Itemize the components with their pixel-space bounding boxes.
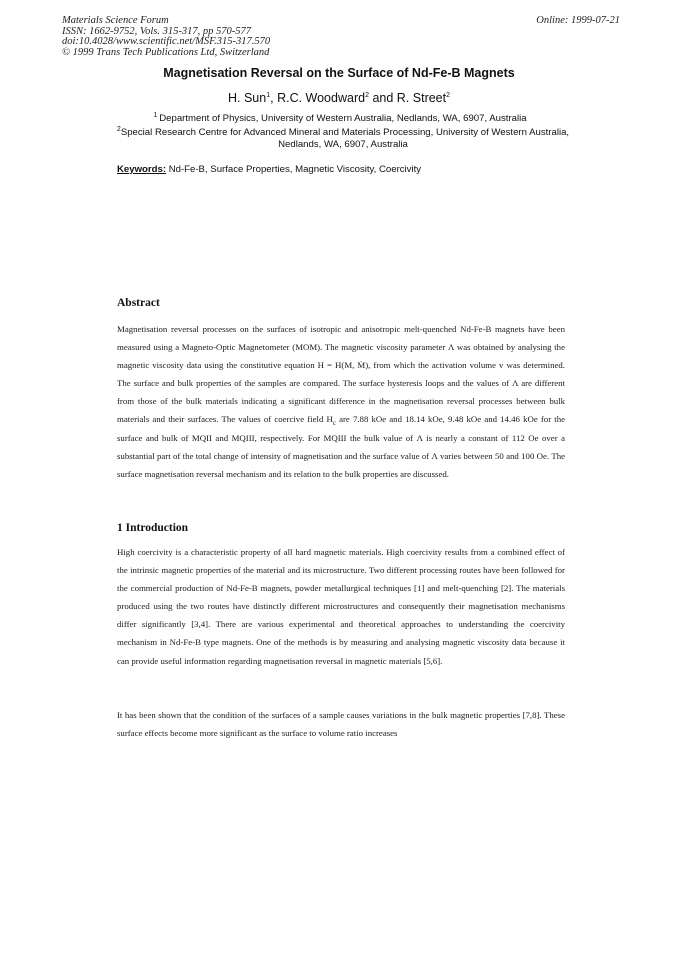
author-name: R. Street [396,91,447,105]
author-affiliation-mark: 2 [365,91,369,99]
doi-line: doi:10.4028/www.scientific.net/MSF.315-317.570 [62,36,271,48]
introduction-paragraph-2: It has been shown that the condition of the surfaces of a sample causes variations in the bulk magnetic properties [7,8]. These surface effects become more significant as the surface to volume ratio increases [117,710,565,739]
author-name: R.C. Woodward [277,91,366,105]
keywords-label: Keywords: [117,164,167,175]
affiliation-2 [108,127,578,151]
affiliation-mark: 1 [153,111,158,119]
online-date: Online: 1999-07-21 [536,15,620,26]
abstract-text: Magnetisation reversal processes on the surfaces of isotropic and anisotropic melt-quenched Nd-Fe-B magnets have been measured using a Magneto-Optic Magnetometer (MOM). The magnetic viscosity parameter Λ was obtained by analysing the magnetic viscosity data using the constitutive equation H = H(M, Ṁ), from which the activation volume v was determined. The surface and bulk properties of the samples are compared. The surface hysteresis loops and the values of Λ are different from those of the bulk materials indicating a significant difference in the magnetisation reversal processes between bulk materials and their surfaces. The values of coercive field $H_c$ are 7.88 kOe and 18.14 kOe, 9.48 kOe and 14.46 kOe for the surface and bulk of MQII and MQIII, respectively. For MQIII the bulk value of Λ is nearly a constant of 112 Oe over a substantial part of the total change of intensity of magnetisation and the surface value of Λ varies between 50 and 100 Oe. The surface magnetisation reversal mechanism and its relation to the bulk properties are discussed. [117,324,565,479]
paper-title: Magnetisation Reversal on the Surface of Nd-Fe-B Magnets [163,66,515,80]
abstract-heading: Abstract [117,297,160,309]
affiliation-text: Special Research Centre for Advanced Mineral and Materials Processing, University of Western Australia, Nedlands, WA, 6907, Australia [120,127,570,150]
affiliation-mark: 2 [116,125,121,133]
introduction-heading: 1 Introduction [117,522,189,534]
author-list: H. Sun$^1$, R.C. Woodward$^2$ and R. Street$^2$ [227,91,451,105]
affiliation-1 [60,113,620,125]
keywords-text: Nd-Fe-B, Surface Properties, Magnetic Viscosity, Coercivity [166,164,422,175]
author-conjunction: and [368,91,397,105]
affiliation-text: Department of Physics, University of Western Australia, Nedlands, WA, 6907, Australia [159,113,527,124]
copyright-line: © 1999 Trans Tech Publications Ltd, Switzerland [62,46,270,58]
author-affiliation-mark: 1 [266,91,271,99]
author-affiliation-mark: 2 [446,91,451,99]
issn-line: ISSN: 1662-9752, Vols. 315-317, pp 570-577 [62,25,251,37]
author-name: H. Sun [227,91,267,105]
introduction-paragraph-1: High coercivity is a characteristic property of all hard magnetic materials. High coercivity results from a combined effect of the intrinsic magnetic properties of the material and its microstructure. Two different processing routes have been followed for the commercial production of Nd-Fe-B magnets, powder metallurgical techniques [1] and melt-quenching [2]. The materials produced using the two routes have distinctly different microstructures and consequently their magnetisation mechanisms differ significantly [3,4]. There are various experimental and theoretical approaches to understanding the coercivity mechanism in Nd-Fe-B type magnets. One of the methods is by measuring and analysing magnetic viscosity data because it can provide useful information regarding magnetisation reversal in magnetic materials [5,6]. [117,547,565,666]
journal-name: Materials Science Forum [62,15,169,26]
keywords [117,164,587,175]
